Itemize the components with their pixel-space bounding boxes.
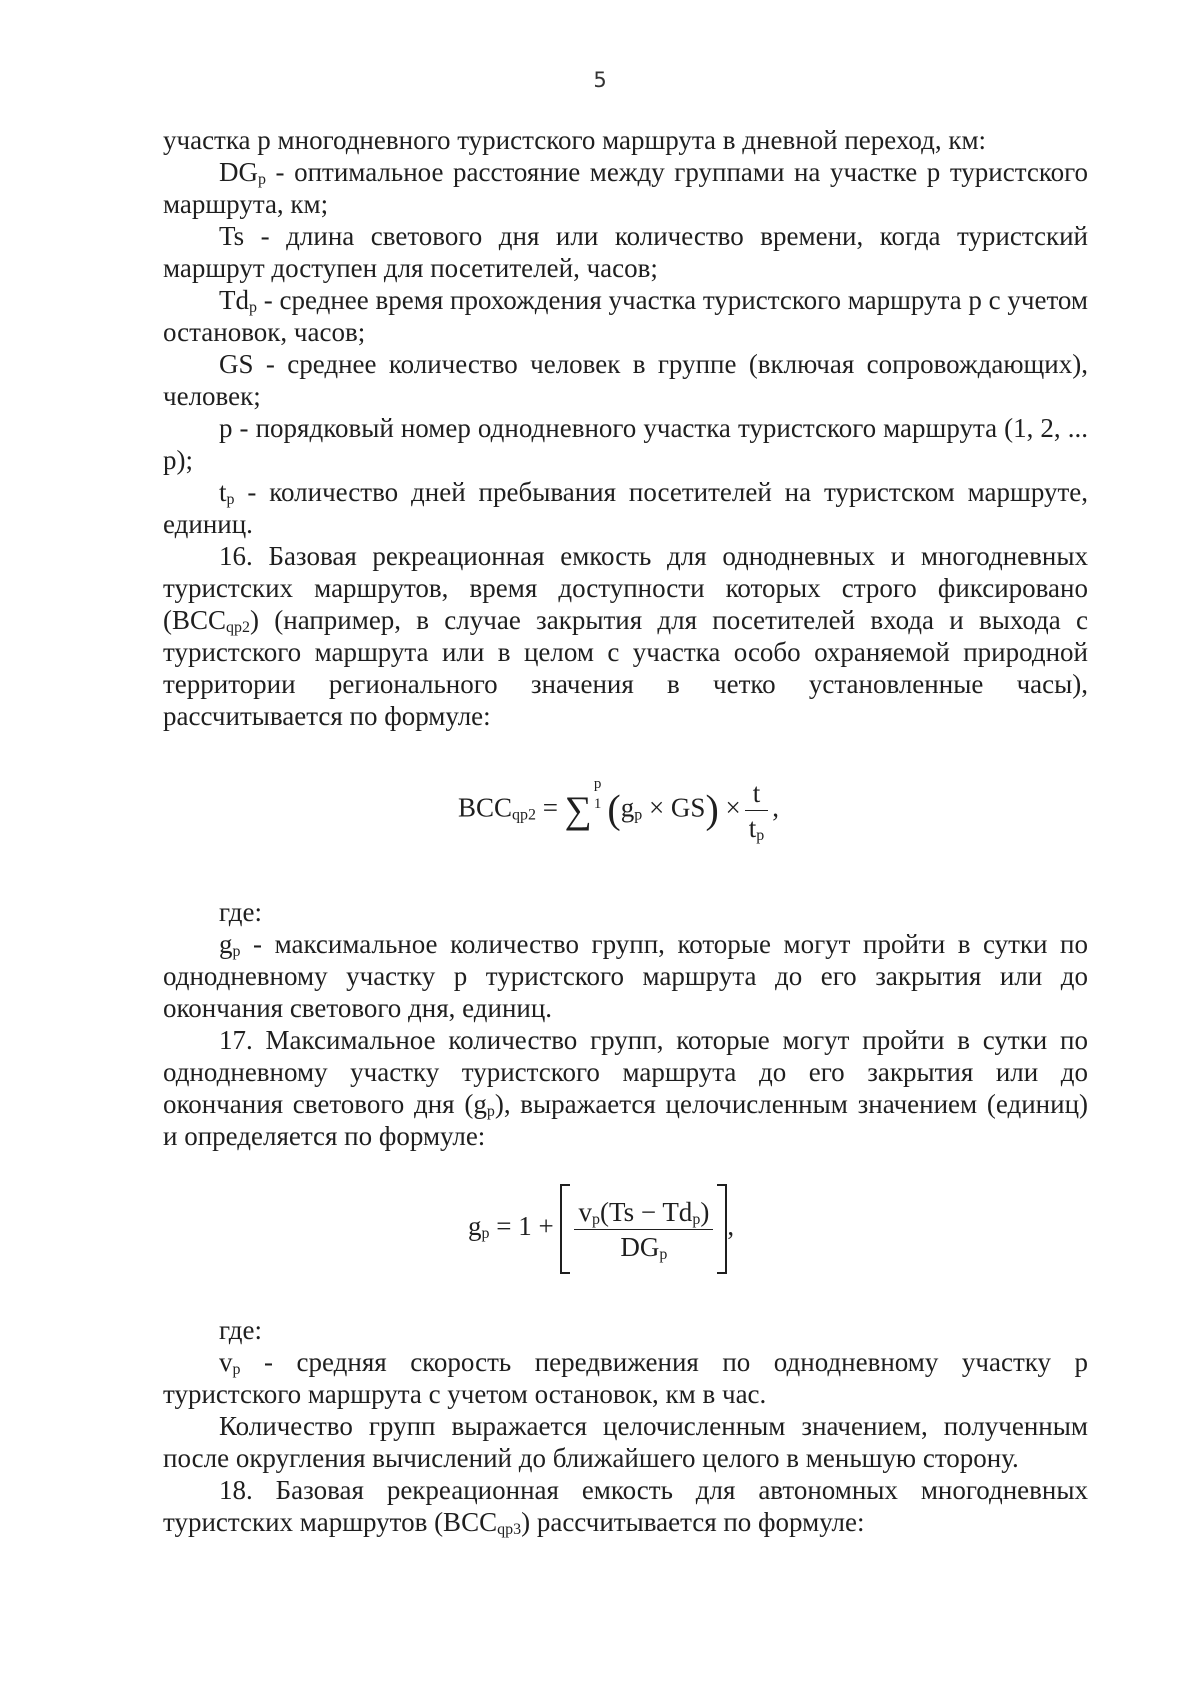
paragraph-17 (163, 1024, 1088, 1152)
text-run: ), выражается целочисленным значением (единиц) и определяется по формуле: (163, 1089, 1089, 1151)
fraction-t-over-tp (745, 776, 769, 845)
den-dg-sub: p (659, 1245, 668, 1263)
text-run: 17. Максимальное количество групп, которые могут пройти в сутки по однодневному участку туристского маршрута до его закрытия или до окончания светового дня (g (163, 1025, 1088, 1119)
text-run: ) рассчитывается по формуле: (521, 1507, 865, 1537)
num-close: ) (700, 1196, 710, 1227)
text-run: v (219, 1347, 233, 1377)
subscript: р (486, 1103, 495, 1120)
text-run: g (219, 929, 233, 959)
formula-g-sub: p (634, 806, 643, 824)
paragraph-tdp (163, 284, 1088, 348)
text-run: Ts - длина светового дня или количество времени, когда туристский маршрут доступен для посетителей, часов; (163, 221, 1088, 283)
paragraph-16 (163, 540, 1088, 732)
paragraph-18 (163, 1474, 1088, 1538)
num-v-sub: p (591, 1210, 600, 1228)
where-label-2: где: (219, 1315, 262, 1345)
paragraph-ts (163, 220, 1088, 284)
text-run: р - порядковый номер однодневного участка туристского маршрута (1, 2, ... р); (163, 413, 1088, 475)
paragraph-gp (163, 928, 1088, 1024)
formula2-comma: , (727, 1211, 735, 1242)
fraction-gp (574, 1195, 713, 1264)
fraction-gp-denominator (574, 1230, 713, 1264)
paren-close: ) (705, 786, 719, 832)
subscript: p (258, 171, 266, 188)
text-run: GS - среднее количество человек в группе (включая сопровождающих), человек; (163, 349, 1088, 411)
formula-lhs: BCC (458, 792, 513, 823)
text-run: - средняя скорость передвижения по однодневному участку р туристского маршрута с учетом остановок, км в час. (163, 1347, 1088, 1409)
paragraph-group-bottom (163, 1346, 1088, 1538)
text-run: - максимальное количество групп, которые могут пройти в сутки по однодневному участку р туристского маршрута до его закрытия или до окончания светового дня, единиц. (163, 929, 1088, 1023)
text-run: ) (например, в случае закрытия для посетителей входа и выхода с туристского маршрута или в целом с участка особо охраняемой природной территории регионального значения в четко установленные часы), рассчитывается по формуле: (163, 605, 1088, 731)
paragraph-group-top (163, 124, 1088, 732)
fraction-gp-numerator (574, 1195, 713, 1230)
sum-upper: p (593, 776, 602, 792)
paragraph-vp (163, 1346, 1088, 1410)
num-rest: (Ts − Td (599, 1196, 693, 1227)
times-sign-1: × (648, 792, 665, 823)
text-run: - количество дней пребывания посетителей на туристском маршруте, единиц. (163, 477, 1088, 539)
den-dg: DG (620, 1231, 660, 1262)
paren-open: ( (607, 786, 621, 832)
formula2-lhs-sub: p (481, 1225, 490, 1243)
fraction-den-t: t (748, 813, 757, 843)
formula-lhs-sub: qp2 (512, 806, 537, 824)
sum-limits (594, 776, 602, 812)
num-v: v (578, 1196, 592, 1227)
body-text (163, 124, 1088, 1538)
page-number: 5 (593, 68, 607, 92)
text-run: Количество групп выражается целочисленным значением, полученным после округления вычислений до ближайшего целого в меньшую сторону. (163, 1411, 1088, 1473)
paragraph-gs (163, 348, 1088, 412)
text-run: DG (219, 157, 258, 187)
formula-g: g (620, 792, 635, 823)
text-run: участка р многодневного туристского маршрута в дневной переход, км: (163, 125, 987, 155)
text-run: Td (219, 285, 249, 315)
floor-bracket-left (560, 1184, 570, 1274)
formula-comma: , (772, 792, 780, 823)
formula-bcc-qp2 (163, 752, 1088, 872)
formula2-lhs: g (468, 1211, 482, 1242)
paragraph-p (163, 412, 1088, 476)
subscript: p (249, 299, 257, 316)
formula-gp-expression (468, 1184, 734, 1274)
text-run: - оптимальное расстояние между группами на участке р туристского маршрута, км; (163, 157, 1088, 219)
formula-gp (163, 1166, 1088, 1306)
formula2-eq: = 1 + (496, 1211, 554, 1242)
formula-gs: GS (670, 792, 706, 823)
paragraph-tp (163, 476, 1088, 540)
paragraph-dgp (163, 156, 1088, 220)
formula-bcc-qp2-expression (458, 776, 779, 845)
fraction-numerator: t (745, 776, 769, 811)
where-label-1: где: (219, 897, 262, 927)
times-sign-2: × (725, 792, 741, 823)
formula-equals: = (542, 792, 559, 823)
text-run: t (219, 477, 227, 507)
text-run: - среднее время прохождения участка туристского маршрута р с учетом остановок, часов; (163, 285, 1088, 347)
sum-sign: ∑ (564, 789, 592, 832)
subscript: р (226, 491, 235, 508)
subscript: qp3 (497, 1521, 522, 1538)
paragraph-count (163, 1410, 1088, 1474)
text-run: 16. Базовая рекреационная емкость для однодневных и многодневных туристских маршрутов, время доступности которых строго фиксировано (ВСС (163, 541, 1088, 635)
paragraph-group-mid (163, 928, 1088, 1152)
fraction-den-sub: p (756, 827, 765, 844)
subscript: qp2 (226, 619, 251, 636)
subscript: р (232, 943, 241, 960)
floor-bracket-right (717, 1184, 727, 1274)
num-td-sub: p (692, 1210, 701, 1228)
sum-lower: 1 (593, 796, 602, 812)
fraction-denominator (745, 811, 769, 845)
text-run: 18. Базовая рекреационная емкость для автономных многодневных туристских маршрутов (ВСС (163, 1475, 1088, 1537)
paragraph-cont (163, 124, 1088, 156)
subscript: р (232, 1361, 241, 1378)
